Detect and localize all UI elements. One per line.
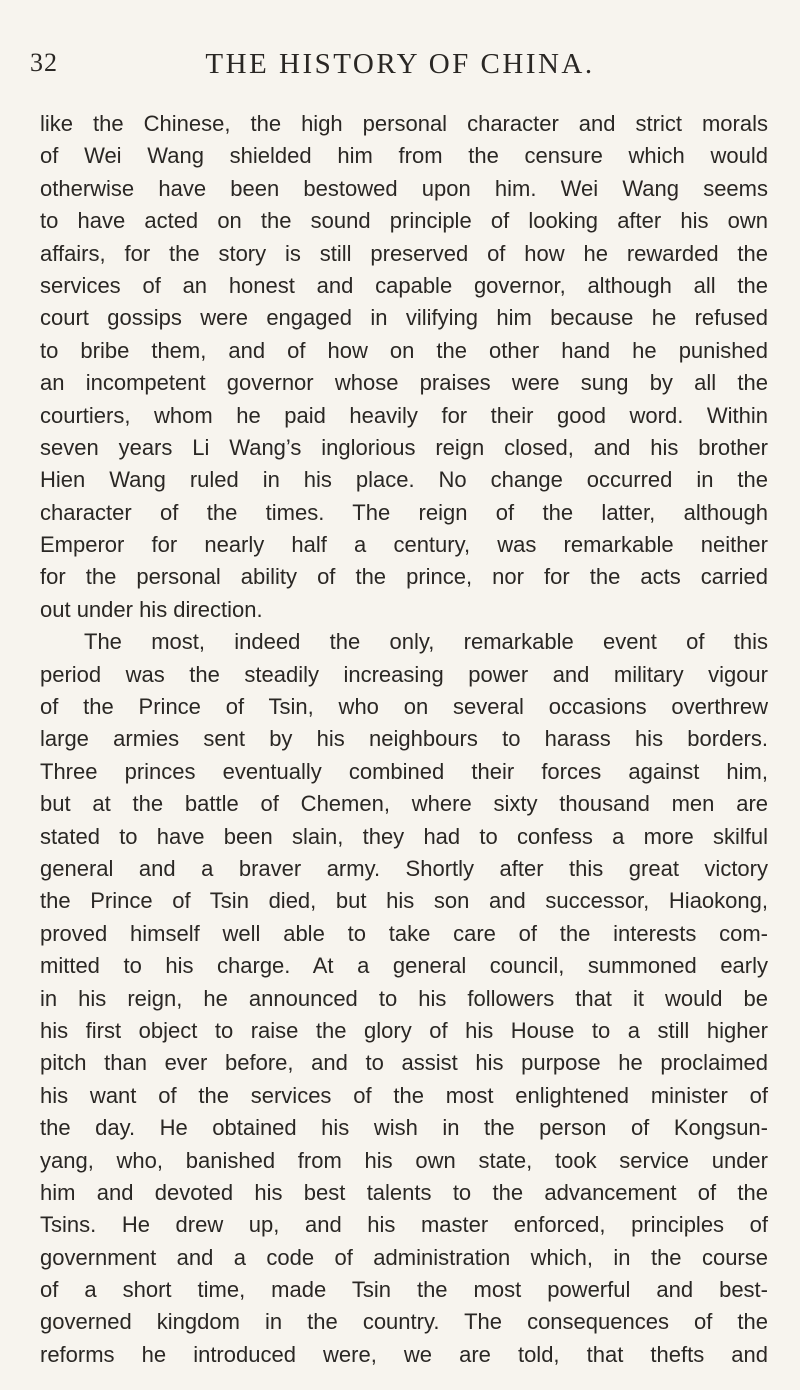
text-line: period was the steadily increasing power and military vigour (40, 661, 768, 687)
page-number: 32 (30, 48, 58, 77)
paragraph-end-line: out under his direction. (40, 596, 263, 622)
text-line: general and a braver army. Shortly after this great victory (40, 855, 768, 881)
text-line: pitch than ever before, and to assist his purpose he proclaimed (40, 1050, 768, 1076)
text-line: Emperor for nearly half a century, was remarkable neither (40, 532, 768, 558)
text-line: courtiers, whom he paid heavily for their good word. Within (40, 402, 768, 428)
text-line: in his reign, he announced to his followers that it would be (40, 985, 768, 1011)
paragraph-start-line: The most, indeed the only, remarkable event of this (84, 629, 768, 655)
body-text (40, 108, 768, 1371)
text-line: to bribe them, and of how on the other hand he punished (40, 337, 768, 363)
text-line: of Wei Wang shielded him from the censure which would (40, 143, 768, 169)
text-line: character of the times. The reign of the latter, although (40, 499, 768, 525)
text-line: the Prince of Tsin died, but his son and successor, Hiaokong, (40, 888, 768, 914)
text-line: to have acted on the sound principle of looking after his own (40, 208, 768, 234)
text-line: stated to have been slain, they had to confess a more skilful (40, 823, 768, 849)
text-line: of a short time, made Tsin the most powerful and best- (40, 1277, 768, 1303)
text-line: like the Chinese, the high personal character and strict morals (40, 111, 768, 136)
text-line: services of an honest and capable governor, although all the (40, 272, 768, 298)
page-header (30, 48, 770, 88)
text-line: the day. He obtained his wish in the person of Kongsun- (40, 1115, 768, 1141)
text-line: his first object to raise the glory of his House to a still higher (40, 1017, 768, 1043)
text-line: mitted to his charge. At a general council, summoned early (40, 953, 768, 979)
running-title: THE HISTORY OF CHINA. (205, 48, 595, 80)
text-line: affairs, for the story is still preserved of how he rewarded the (40, 240, 768, 266)
text-line: reforms he introduced were, we are told, that thefts and (40, 1341, 768, 1367)
text-line: large armies sent by his neighbours to harass his borders. (40, 726, 768, 752)
text-line: yang, who, banished from his own state, took service under (40, 1147, 768, 1173)
text-line: his want of the services of the most enlightened minister of (40, 1082, 768, 1108)
text-line: court gossips were engaged in vilifying him because he refused (40, 305, 768, 331)
text-line: seven years Li Wang’s inglorious reign closed, and his brother (40, 434, 768, 460)
text-line: Three princes eventually combined their forces against him, (40, 758, 768, 784)
text-line: him and devoted his best talents to the advancement of the (40, 1179, 768, 1205)
text-line: Hien Wang ruled in his place. No change occurred in the (40, 467, 768, 493)
text-line: governed kingdom in the country. The consequences of the (40, 1309, 768, 1335)
text-line: otherwise have been bestowed upon him. Wei Wang seems (40, 175, 768, 201)
text-line: an incompetent governor whose praises were sung by all the (40, 370, 768, 396)
text-line: of the Prince of Tsin, who on several occasions overthrew (40, 694, 768, 720)
text-line: Tsins. He drew up, and his master enforced, principles of (40, 1212, 768, 1238)
text-line: proved himself well able to take care of the interests com- (40, 920, 768, 946)
text-line: government and a code of administration which, in the course (40, 1244, 768, 1270)
text-line: for the personal ability of the prince, nor for the acts carried (40, 564, 768, 590)
text-line: but at the battle of Chemen, where sixty thousand men are (40, 791, 768, 817)
